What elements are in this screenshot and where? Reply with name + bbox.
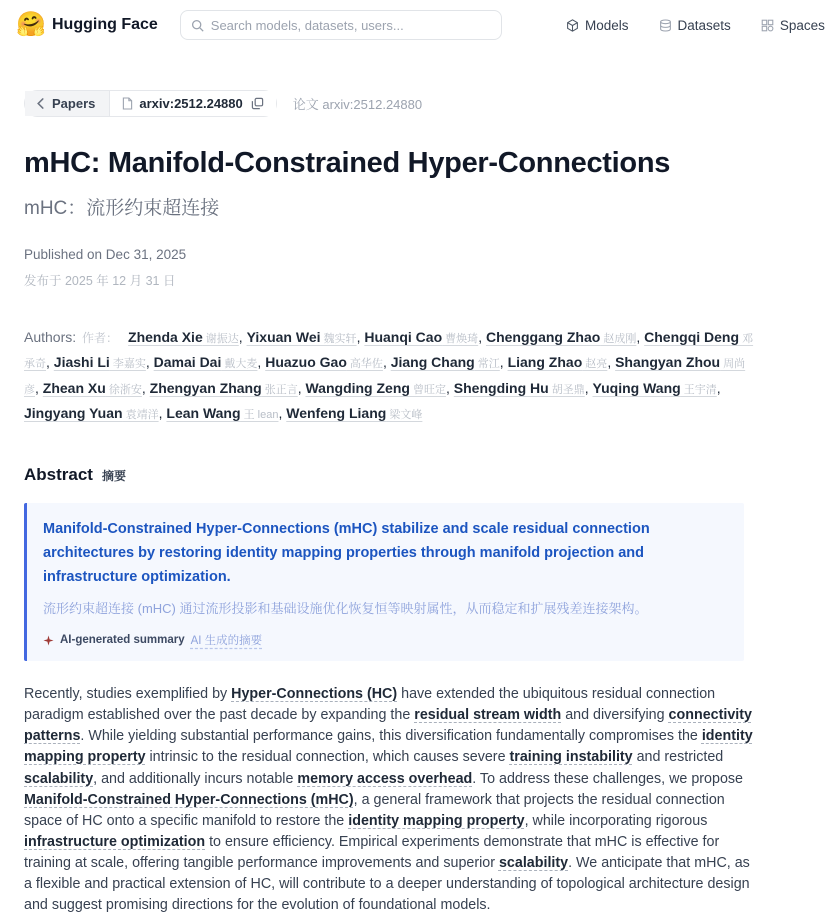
top-header [0, 0, 825, 50]
term-highlight[interactable]: memory access overhead [297, 770, 473, 787]
author-separator: , [499, 354, 508, 371]
author-link[interactable] [593, 380, 717, 396]
author-name-translated: 徐浙安 [105, 383, 142, 396]
page-title: mHC: Manifold-Constrained Hyper-Connections [24, 147, 671, 179]
arxiv-id: arxiv:2512.24880 [139, 96, 243, 111]
breadcrumb [24, 90, 781, 117]
nav-item-spaces[interactable] [761, 18, 825, 33]
author-name-translated: 胡圣鼎 [548, 383, 585, 396]
author-name-translated: 王 lean [240, 409, 279, 422]
brand-title[interactable]: Hugging Face [52, 16, 158, 33]
author-name-translated: 曹焕琦 [442, 333, 479, 345]
author-name: Yuqing Wang [592, 379, 681, 396]
author-name: Jiang Chang [390, 354, 475, 371]
author-separator: , [46, 354, 54, 371]
term-highlight[interactable]: Manifold-Constrained Hyper-Connections (mHC) [24, 791, 354, 808]
abstract-text: and diversifying [561, 707, 669, 724]
abstract-text: . We anticipate that mHC, as a flexible and practical extension of HC, will contribute to a deeper understanding of topological architecture design and suggest promising directions for the evolution of foundational models. [24, 854, 750, 913]
chevron-left-icon [36, 98, 45, 109]
author-name-translated: 谢振达 [202, 333, 239, 345]
author-name: Jingyang Yuan [24, 405, 123, 422]
author-separator: , [382, 354, 391, 371]
models-icon [566, 19, 579, 32]
nav-label: Models [585, 17, 629, 33]
author-name: Wangding Zeng [305, 379, 410, 396]
ai-generated-label-translated[interactable]: AI 生成的摘要 [190, 635, 263, 648]
published-date: Published on Dec 31, 2025 [24, 247, 187, 262]
author-name-translated: 周尚彦 [24, 358, 746, 396]
authors-label: Authors: [24, 329, 77, 345]
author-separator: , [297, 379, 306, 396]
authors-line [24, 325, 757, 427]
author-name-translated: 戴大麦 [221, 358, 258, 371]
abstract-body [24, 684, 757, 915]
author-separator: , [257, 354, 266, 371]
term-highlight[interactable]: scalability [498, 854, 569, 871]
author-separator: , [35, 379, 43, 396]
author-name: Huanqi Cao [364, 329, 443, 345]
author-link[interactable] [154, 354, 258, 370]
author-separator: , [446, 379, 454, 396]
author-name-translated: 曾旺定 [409, 383, 447, 396]
authors-label-translated: 作者： [82, 331, 119, 345]
author-link[interactable] [454, 380, 585, 396]
abstract-text: , and additionally incurs notable [93, 770, 298, 787]
abstract-text: have extended the ubiquitous residual connection paradigm established over the past decade by expanding the [24, 686, 716, 724]
author-name: Zhenda Xie [128, 329, 203, 345]
ai-generated-label: AI-generated summary [60, 634, 185, 647]
term-highlight[interactable]: residual stream width [414, 707, 562, 724]
author-separator: , [584, 379, 593, 396]
sparkle-icon [43, 635, 54, 646]
author-name: Zhean Xu [42, 379, 106, 396]
term-highlight[interactable]: Hyper-Connections (HC) [231, 686, 398, 703]
term-highlight[interactable]: scalability [24, 770, 94, 787]
author-link[interactable] [166, 405, 278, 421]
search-input[interactable] [211, 18, 491, 33]
abstract-text: intrinsic to the residual connection, which causes severe [145, 749, 510, 766]
page-title-translated: mHC：流形约束超连接 [24, 198, 220, 219]
author-name-translated: 邓承奇 [24, 333, 754, 371]
abstract-text: to ensure efficiency. Empirical experiments demonstrate that mHC is effective for training at scale, offering tangible performance improvements and superior [24, 833, 720, 871]
arxiv-tag[interactable] [110, 91, 275, 116]
search-icon [191, 19, 204, 32]
published-date-translated: 发布于 2025 年 12 月 31 日 [24, 274, 176, 288]
author-link[interactable] [391, 354, 500, 370]
datasets-icon [659, 19, 672, 32]
term-highlight[interactable]: identity mapping property [348, 812, 525, 829]
author-name: Huazuo Gao [265, 354, 347, 371]
term-highlight[interactable]: infrastructure optimization [24, 833, 206, 850]
author-name-translated: 梁文峰 [386, 409, 423, 422]
ai-summary-box [24, 503, 744, 662]
author-name: Yixuan Wei [246, 329, 321, 345]
ai-summary-text: Manifold-Constrained Hyper-Connections (mHC) stabilize and scale residual connection architectures by restoring identity mapping properties through manifold projection and infrastructure optimization. [43, 520, 650, 585]
copy-icon [251, 97, 264, 110]
author-separator: , [145, 354, 154, 371]
abstract-heading-label: Abstract [24, 464, 93, 484]
abstract-text: , a general framework that projects the residual connection space of HC onto a specific manifold to restore the [24, 791, 725, 829]
author-separator: , [278, 405, 287, 422]
author-link[interactable] [508, 354, 608, 370]
abstract-text: , while incorporating rigorous [524, 812, 708, 829]
author-name: Zhengyan Zhang [149, 379, 262, 396]
arxiv-id-translated: 论文 arxiv:2512.24880 [292, 97, 423, 112]
author-link[interactable] [24, 405, 159, 421]
author-name: Lean Wang [166, 405, 241, 422]
abstract-heading-translated: 摘要 [101, 468, 126, 483]
author-link[interactable] [128, 329, 239, 345]
author-separator: , [636, 329, 645, 345]
author-name-translated: 赵成刚 [600, 333, 637, 345]
author-name-translated: 张正言 [261, 383, 298, 396]
author-name: Chengqi Deng [644, 329, 740, 345]
nav-item-models[interactable] [566, 18, 629, 33]
author-name-translated: 高华佐 [346, 358, 383, 371]
term-highlight[interactable]: connectivity patterns [24, 707, 752, 745]
author-link[interactable] [247, 329, 357, 345]
author-name: Wenfeng Liang [286, 405, 387, 422]
author-link[interactable] [265, 354, 383, 370]
author-name: Liang Zhao [507, 354, 583, 371]
term-highlight[interactable]: identity mapping property [24, 728, 753, 766]
header-nav [566, 0, 825, 50]
author-name: Jiashi Li [53, 354, 110, 371]
author-separator: , [356, 329, 365, 345]
author-link[interactable] [364, 329, 478, 345]
author-name-translated: 赵亮 [582, 358, 608, 371]
spaces-icon [761, 19, 774, 32]
ai-summary-text-translated: 流形约束超连接 (mHC) 通过流形投影和基础设施优化恢复恒等映射属性，从而稳定和扩展残差连接架构。 [43, 600, 648, 616]
huggingface-logo-icon[interactable]: 🤗 [16, 11, 46, 38]
abstract-text: . While yielding substantial performance gains, this diversification fundamentally compromises the [80, 728, 702, 745]
author-name-translated: 李嘉实 [109, 358, 146, 371]
copy-button[interactable] [251, 97, 264, 110]
author-name: Chenggang Zhao [485, 329, 601, 345]
nav-label: Spaces [779, 17, 825, 33]
author-link[interactable] [150, 380, 298, 396]
abstract-heading [24, 465, 757, 485]
abstract-text: and restricted [632, 749, 724, 766]
author-separator: , [158, 405, 167, 422]
author-separator: , [238, 329, 247, 345]
author-link[interactable] [305, 380, 446, 396]
document-icon [122, 97, 133, 110]
search-bar[interactable] [180, 10, 502, 40]
abstract-text: . To address these challenges, we propose [472, 770, 744, 787]
breadcrumb-pill [24, 90, 277, 117]
author-link[interactable] [286, 405, 422, 421]
authors-list [24, 329, 753, 421]
ai-summary-footer [43, 632, 726, 648]
author-name: Shengding Hu [453, 379, 549, 396]
author-name-translated: 王宇清 [680, 383, 717, 396]
paper-page [0, 147, 781, 916]
author-separator: , [716, 379, 721, 396]
author-name: Damai Dai [153, 354, 222, 371]
author-link[interactable] [43, 380, 142, 396]
author-name-translated: 袁靖洋 [122, 409, 159, 422]
author-link[interactable] [486, 329, 636, 345]
abstract-text: Recently, studies exemplified by [24, 686, 232, 703]
nav-label: Datasets [677, 17, 731, 33]
back-label: Papers [52, 96, 96, 111]
author-name-translated: 魏实轩 [320, 333, 357, 345]
author-separator: , [141, 379, 150, 396]
back-to-papers-button[interactable] [25, 91, 110, 116]
author-name-translated: 常江 [474, 358, 500, 371]
author-link[interactable] [54, 354, 146, 370]
author-separator: , [478, 329, 486, 345]
nav-item-datasets[interactable] [659, 18, 731, 33]
author-separator: , [607, 354, 616, 371]
term-highlight[interactable]: training instability [509, 749, 633, 766]
author-name: Shangyan Zhou [615, 354, 721, 371]
